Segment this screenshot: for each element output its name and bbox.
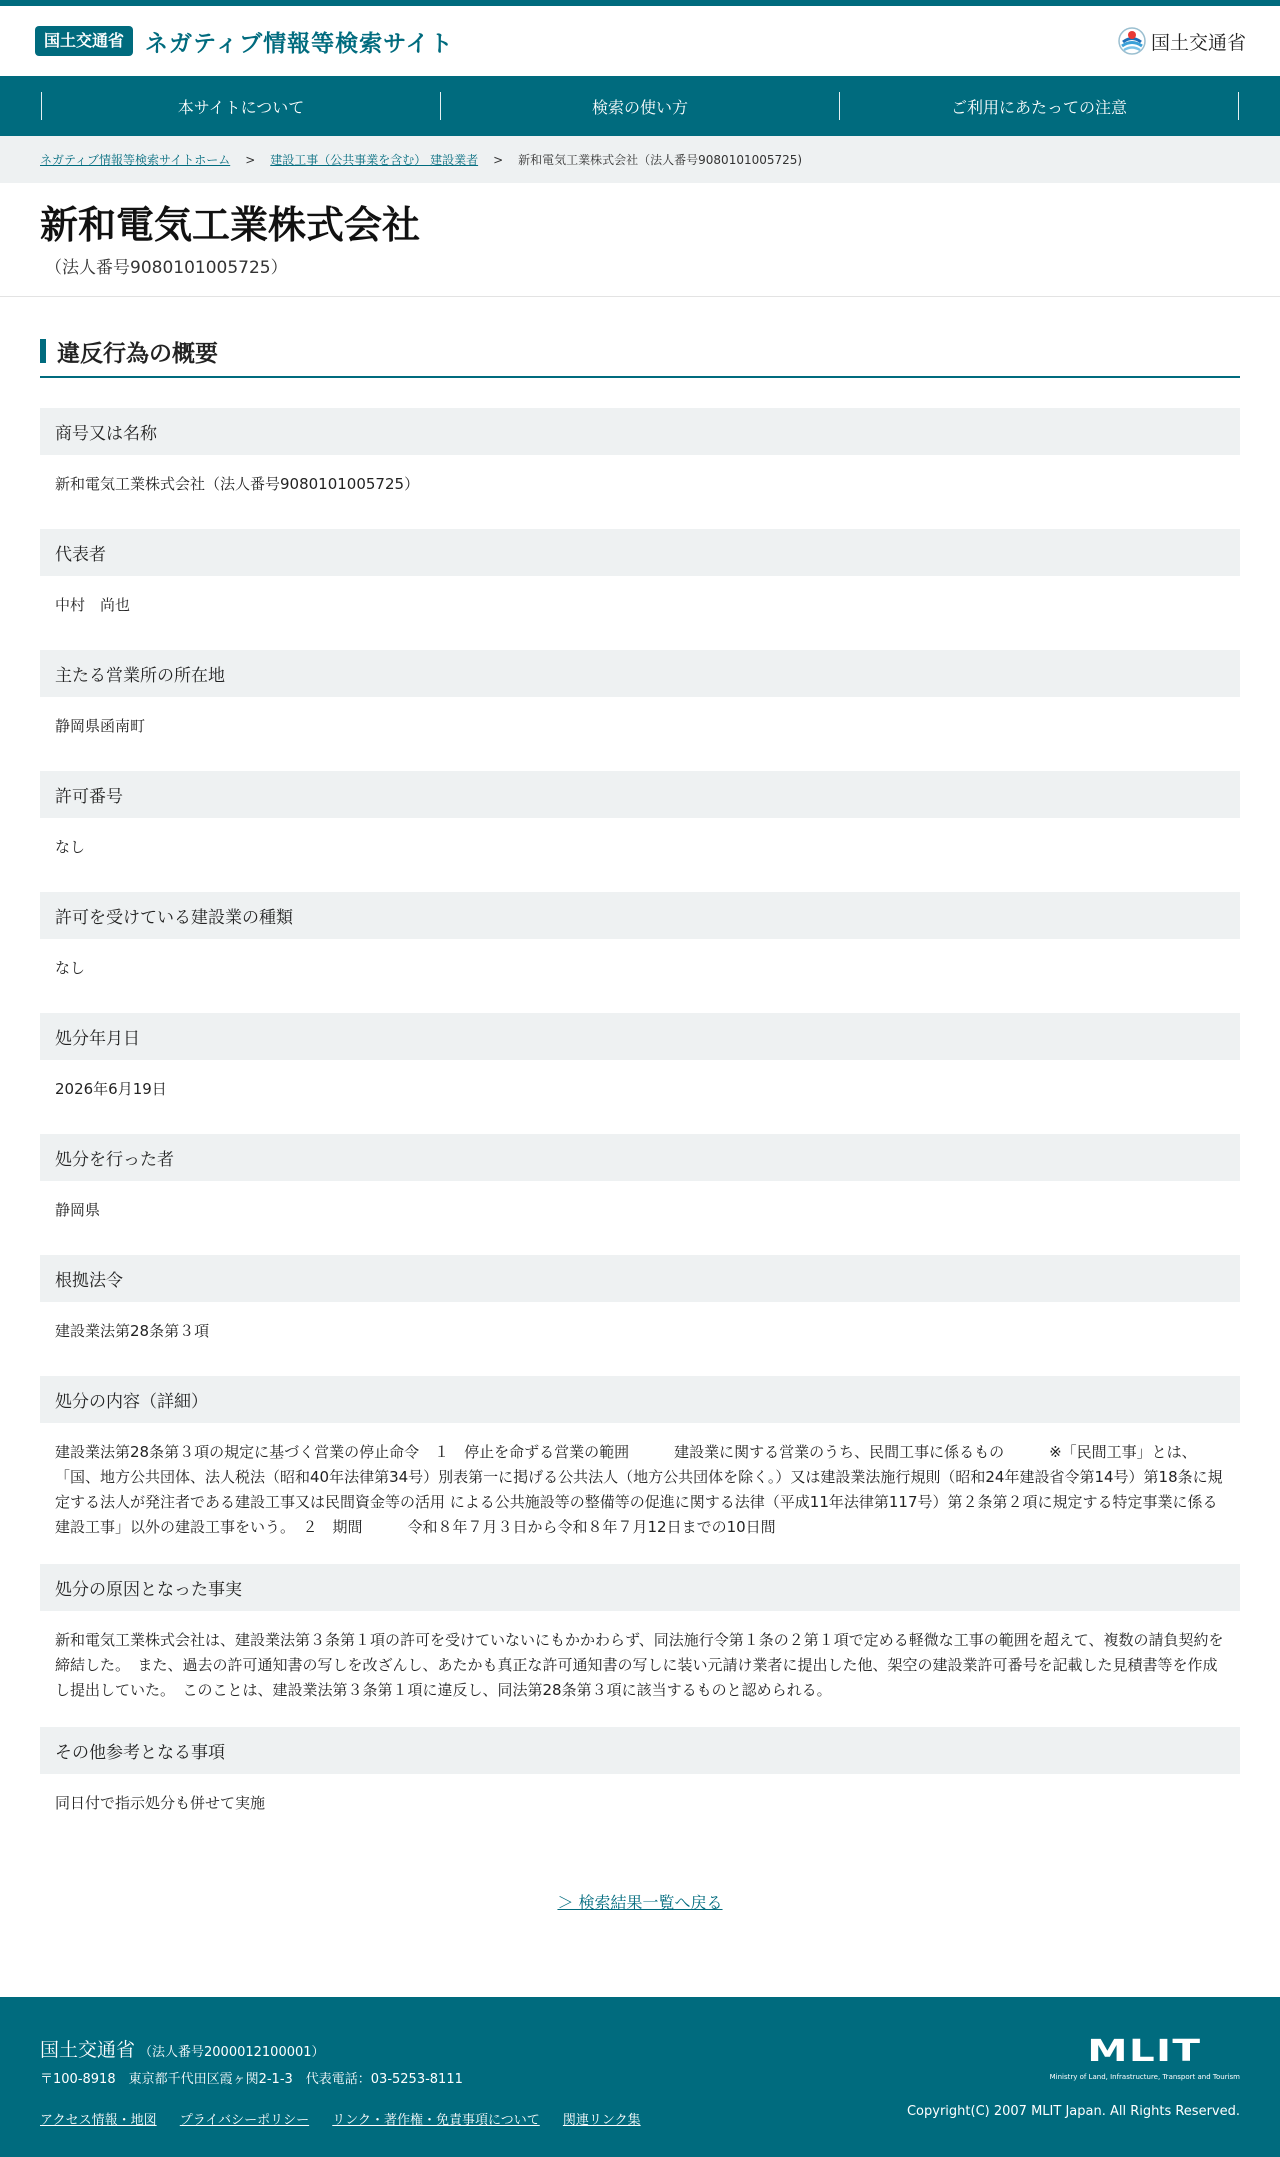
footer-corporate-number: （法人番号2000012100001） bbox=[139, 2044, 325, 2060]
field-label-legal-basis: 根拠法令 bbox=[40, 1255, 1240, 1302]
field-value-cause-facts: 新和電気工業株式会社は、建設業法第３条第１項の許可を受けていないにもかかわらず、同法施行令第１条の２第１項で定める軽微な工事の範囲を超えて、複数の請負契約を締結した。 また、過去の許可通知書の写しを改ざんし、あたかも真正な許可通知書の写しに装い元請け業者に提出した他、架空の建設業許可番号を記載した見積書等を作成し提出していた。 このことは、建設業法第３条第１項に違反し、同法第28条第３項に該当するものと認められる。 bbox=[55, 1630, 1224, 1699]
mlit-logo-text: 国土交通省 bbox=[1150, 31, 1246, 54]
mlit-logo[interactable] bbox=[1117, 26, 1246, 56]
field-value-disposing-authority: 静岡県 bbox=[55, 1200, 101, 1219]
field-value-main-office: 静岡県函南町 bbox=[55, 716, 146, 735]
field-label-disposing-authority: 処分を行った者 bbox=[40, 1134, 1240, 1181]
field-label-main-office: 主たる営業所の所在地 bbox=[40, 650, 1240, 697]
breadcrumb-current: 新和電気工業株式会社（法人番号9080101005725) bbox=[518, 153, 803, 167]
breadcrumb-home-link[interactable]: ネガティブ情報等検索サイトホーム bbox=[40, 153, 231, 167]
field-value-disposition-date: 2026年6月19日 bbox=[55, 1079, 167, 1098]
site-footer bbox=[0, 1997, 1280, 2157]
site-brand[interactable] bbox=[35, 25, 454, 58]
section-heading: 違反行為の概要 bbox=[40, 335, 1240, 378]
footer-link-copyright[interactable]: リンク・著作権・免責事項について bbox=[332, 2112, 540, 2128]
field-value-trade-name: 新和電気工業株式会社（法人番号9080101005725） bbox=[55, 474, 420, 493]
field-value-other-notes: 同日付で指示処分も併せて実施 bbox=[55, 1793, 266, 1812]
back-to-results-link[interactable]: ＞ 検索結果一覧へ戻る bbox=[557, 1892, 723, 1912]
nav-how-to-search[interactable]: 検索の使い方 bbox=[440, 92, 839, 120]
nav-about[interactable]: 本サイトについて bbox=[41, 92, 440, 120]
field-value-legal-basis: 建設業法第28条第３項 bbox=[55, 1321, 210, 1340]
field-label-license-types: 許可を受けている建設業の種類 bbox=[40, 892, 1240, 939]
mlit-emblem-icon bbox=[1117, 26, 1147, 56]
footer-link-related[interactable]: 関連リンク集 bbox=[562, 2112, 641, 2128]
site-title: ネガティブ情報等検索サイト bbox=[145, 30, 454, 57]
field-label-cause-facts: 処分の原因となった事実 bbox=[40, 1564, 1240, 1611]
breadcrumb-separator: > bbox=[245, 152, 256, 167]
footer-org-name: 国土交通省 bbox=[40, 2038, 136, 2061]
company-header bbox=[0, 183, 1280, 297]
corporate-number: （法人番号9080101005725） bbox=[45, 257, 288, 278]
violation-details bbox=[40, 408, 1240, 1848]
field-value-license-number: なし bbox=[55, 837, 86, 856]
field-label-trade-name: 商号又は名称 bbox=[40, 408, 1240, 455]
breadcrumb-category-link[interactable]: 建設工事（公共事業を含む） 建設業者 bbox=[270, 153, 479, 167]
main-content bbox=[0, 297, 1280, 1913]
global-nav bbox=[0, 76, 1280, 136]
mlit-wordmark: MLIT bbox=[1087, 2033, 1202, 2069]
field-value-representative: 中村 尚也 bbox=[55, 595, 131, 614]
field-label-representative: 代表者 bbox=[40, 529, 1240, 576]
footer-mlit-logo[interactable] bbox=[1049, 2033, 1240, 2081]
page-title: 新和電気工業株式会社 bbox=[40, 203, 421, 247]
footer-address: 〒100-8918 東京都千代田区霞ヶ関2-1-3 代表電話：03-5253-8111 bbox=[40, 2071, 463, 2087]
ministry-badge: 国土交通省 bbox=[35, 26, 133, 55]
breadcrumb bbox=[0, 136, 1280, 183]
field-value-license-types: なし bbox=[55, 958, 86, 977]
footer-link-access[interactable]: アクセス情報・地図 bbox=[40, 2112, 157, 2128]
breadcrumb-separator: > bbox=[493, 152, 504, 167]
field-label-disposition-details: 処分の内容（詳細） bbox=[40, 1376, 1240, 1423]
site-header bbox=[0, 6, 1280, 76]
footer-link-privacy[interactable]: プライバシーポリシー bbox=[179, 2112, 310, 2128]
field-label-disposition-date: 処分年月日 bbox=[40, 1013, 1240, 1060]
back-link-container bbox=[40, 1890, 1240, 1913]
field-value-disposition-details: 建設業法第28条第３項の規定に基づく営業の停止命令 １ 停止を命ずる営業の範囲 建設業に関する営業のうち、民間工事に係るもの ※「民間工事」とは、「国、地方公共団体、法人税法（昭和40年法律第34号）別表第一に掲げる公共法人（地方公共団体を除く。）又は建設業法施行規則（昭和24年建設省令第14号）第18条に規定する法人が発注者である建設工事又は民間資金等の活用 による公共施設等の整備等の促進に関する法律（平成11年法律第117号）第２条第２項に規定する特定事業に係る建設工事」以外の建設工事をいう。 ２ 期間 令和８年７月３日から令和８年７月12日までの10日間 bbox=[55, 1442, 1223, 1536]
field-label-other-notes: その他参考となる事項 bbox=[40, 1727, 1240, 1774]
field-label-license-number: 許可番号 bbox=[40, 771, 1240, 818]
copyright: Copyright(C) 2007 MLIT Japan. All Rights Reserved. bbox=[906, 2103, 1240, 2119]
nav-usage-notes[interactable]: ご利用にあたっての注意 bbox=[839, 92, 1239, 120]
mlit-tagline: Ministry of Land, Infrastructure, Transport and Tourism bbox=[1049, 2072, 1240, 2081]
